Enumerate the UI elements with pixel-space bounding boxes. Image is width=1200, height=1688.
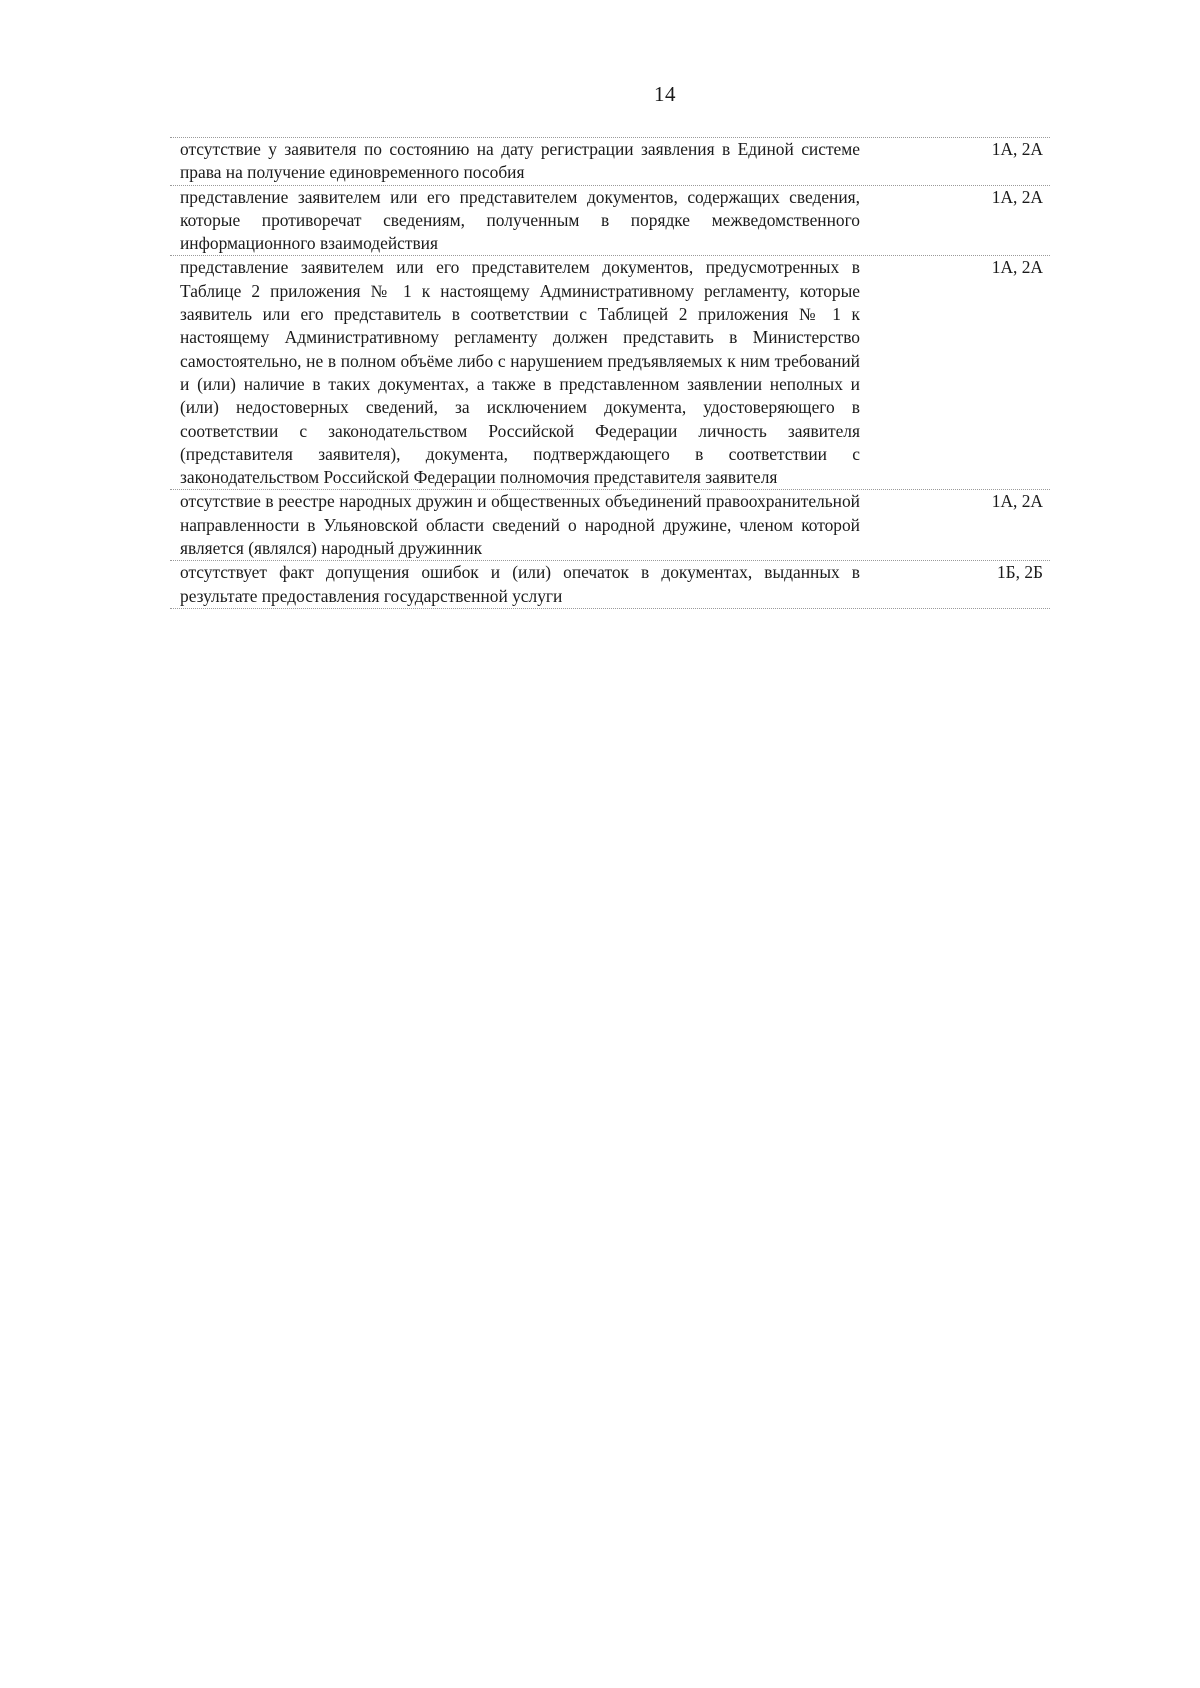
- row-code: 1А, 2А: [991, 491, 1043, 512]
- table-row: [170, 137, 1050, 185]
- row-text: отсутствует факт допущения ошибок и (или) опечаток в документах, выданных в результате предоставления государственной услуги: [180, 562, 860, 606]
- row-code: 1Б, 2Б: [996, 562, 1043, 583]
- row-code: 1А, 2А: [991, 257, 1043, 278]
- page-number: 14: [654, 82, 676, 106]
- table-row: [170, 185, 1050, 256]
- table-row: [170, 489, 1050, 560]
- table-row: [170, 560, 1050, 609]
- row-text: отсутствие в реестре народных дружин и общественных объединений правоохранительной направленности в Ульяновской области сведений о народной дружине, членом которой является (являлся) народный дружинник: [180, 491, 860, 559]
- row-text: представление заявителем или его представителем документов, содержащих сведения, которые противоречат сведениям, полученным в порядке межведомственного информационного взаимодействия: [180, 186, 860, 254]
- row-text: представление заявителем или его представителем документов, предусмотренных в Таблице 2 приложения № 1 к настоящему Административному регламенту, которые заявитель или его представитель в соответствии с Таблицей 2 приложения № 1 к настоящему Административному регламенту должен представить в Министерство самостоятельно, не в полном объёме либо с нарушением предъявляемых к ним требований и (или) наличие в таких документах, а также в представленном заявлении неполных и (или) недостоверных сведений, за исключением документа, удостоверяющего в соответствии с законодательством Российской Федерации личность заявителя (представителя заявителя), документа, подтверждающего в соответствии с законодательством Российской Федерации полномочия представителя заявителя: [180, 257, 860, 488]
- table-row: [170, 255, 1050, 489]
- row-code: 1А, 2А: [991, 186, 1043, 207]
- row-text: отсутствие у заявителя по состоянию на дату регистрации заявления в Единой системе права на получение единовременного пособия: [180, 139, 860, 183]
- row-code: 1А, 2А: [991, 139, 1043, 159]
- refusal-grounds-table: [170, 137, 1050, 609]
